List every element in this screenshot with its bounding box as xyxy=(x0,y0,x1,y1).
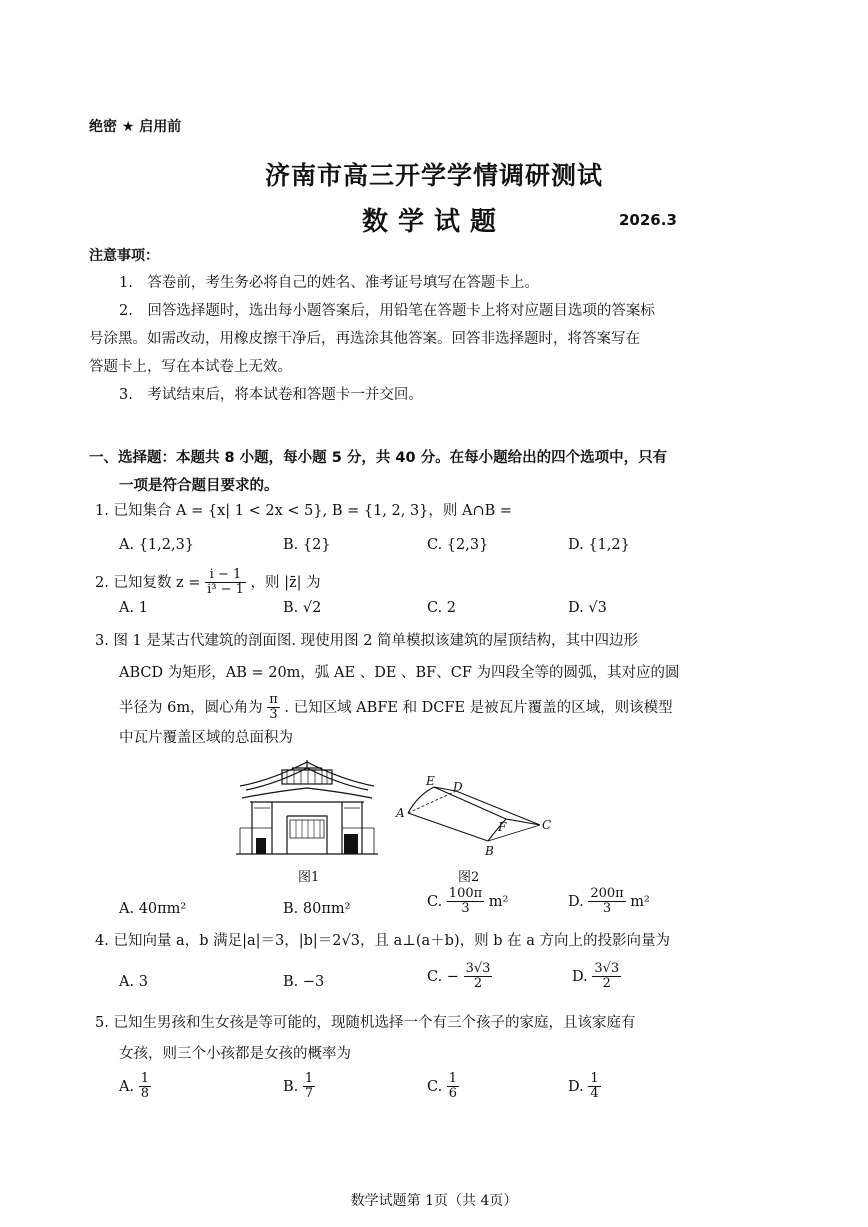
q3-angle-num: π xyxy=(269,692,278,707)
q4-option-c-num: 3√3 xyxy=(465,961,491,976)
label-c: C xyxy=(542,818,552,832)
figure-2-caption: 图2 xyxy=(458,870,480,885)
confidential-label: 绝密 ★ 启用前 xyxy=(89,119,182,135)
notice-item-2: 2. 回答选择题时，选出每小题答案后，用铅笔在答题卡上将对应题目选项的答案标 xyxy=(119,303,655,319)
q3-option-d-num: 200π xyxy=(590,886,624,901)
q3-option-c xyxy=(427,887,508,917)
q3-line-3-post: 已知区域 ABFE 和 DCFE 是被瓦片覆盖的区域，则该模型 xyxy=(293,699,673,716)
q3-option-a: A. 40πm² xyxy=(119,901,187,917)
q4-option-c-label: C. − xyxy=(427,968,459,985)
exam-date: 2026.3 xyxy=(619,211,677,229)
q5-option-a-label: A. xyxy=(119,1078,135,1095)
q2-option-c: C. 2 xyxy=(427,600,457,616)
section-heading: 一、选择题：本题共 8 小题，每小题 5 分，共 40 分。在每小题给出的四个选项中，只有 xyxy=(89,450,668,466)
q3-option-b: B. 80πm² xyxy=(283,901,351,917)
q5-option-d-fraction xyxy=(588,1072,600,1102)
q5-option-d-label: D. xyxy=(568,1078,584,1095)
q4-option-c-den: 2 xyxy=(473,976,483,992)
q4-stem: 4. 已知向量 a，b 满足|a|＝3，|b|＝2√3，且 a⊥(a＋b)，则 b 在 a 方向上的投影向量为 xyxy=(95,933,670,949)
roof-model-figure xyxy=(394,773,564,858)
figure-1-caption: 图1 xyxy=(298,870,320,885)
q4-option-c xyxy=(427,962,492,992)
q1-option-d: D. {1,2} xyxy=(568,537,630,553)
q3-angle-fraction xyxy=(267,693,280,723)
q4-option-c-fraction xyxy=(464,962,493,992)
q4-option-a: A. 3 xyxy=(119,974,148,990)
q1-stem: 1. 已知集合 A = {x| 1 < 2x < 5}, B = {1, 2, 3}，则 A∩B = xyxy=(95,503,513,519)
q1-option-b: B. {2} xyxy=(283,537,331,553)
label-e: E xyxy=(426,774,435,788)
q2-option-a: A. 1 xyxy=(119,600,148,616)
section-heading-cont: 一项是符合题目要求的。 xyxy=(119,478,279,494)
q5-option-b-fraction xyxy=(303,1072,315,1102)
label-a: A xyxy=(396,806,405,820)
q3-line-3-pre: 半径为 6m，圆心角为 xyxy=(119,699,263,716)
q2-stem-pre: 2. 已知复数 z = xyxy=(95,574,201,591)
q5-line-1: 5. 已知生男孩和生女孩是等可能的，现随机选择一个有三个孩子的家庭，且该家庭有 xyxy=(95,1015,636,1031)
q4-option-d-den: 2 xyxy=(602,976,611,992)
q5-option-d xyxy=(568,1072,601,1102)
q5-option-b-num: 1 xyxy=(304,1071,314,1086)
q1-option-c: C. {2,3} xyxy=(427,537,489,553)
q2-stem xyxy=(95,568,321,598)
q2-fraction xyxy=(205,568,246,598)
q5-option-c-num: 1 xyxy=(448,1071,458,1086)
q5-option-c xyxy=(427,1072,459,1102)
q3-line-1: 3. 图 1 是某古代建筑的剖面图. 现使用图 2 简单模拟该建筑的屋顶结构，其中四边形 xyxy=(95,633,639,649)
page-footer: 数学试题第 1页（共 4页） xyxy=(350,1193,518,1209)
q3-option-d-den: 3 xyxy=(602,901,612,917)
q2-frac-num: i − 1 xyxy=(205,568,246,583)
q3-option-d-label: D. xyxy=(568,893,584,910)
q5-option-a-fraction xyxy=(139,1072,151,1102)
q2-option-d: D. √3 xyxy=(568,600,607,616)
notice-item-2-cont2: 答题卡上，写在本试卷上无效。 xyxy=(89,359,292,375)
q2-frac-den: i³ − 1 xyxy=(207,582,244,598)
notice-item-1: 1. 答卷前，考生务必将自己的姓名、准考证号填写在答题卡上。 xyxy=(119,275,539,291)
q5-option-a xyxy=(119,1072,151,1102)
q4-option-d xyxy=(572,962,621,992)
q5-option-d-num: 1 xyxy=(590,1071,599,1086)
exam-title: 济南市高三开学学情调研测试 xyxy=(264,161,603,190)
ancient-building-figure xyxy=(232,758,382,860)
q3-option-c-label: C. xyxy=(427,893,443,910)
q2-stem-post: ，则 |z̄| 为 xyxy=(250,574,321,591)
q3-option-d-unit: m² xyxy=(630,893,650,910)
q5-option-a-num: 1 xyxy=(140,1071,149,1086)
notice-heading: 注意事项： xyxy=(89,248,159,264)
q5-option-d-den: 4 xyxy=(590,1086,599,1102)
q4-option-b: B. −3 xyxy=(283,974,325,990)
q5-option-b xyxy=(283,1072,315,1102)
q3-option-d-fraction xyxy=(588,887,625,917)
q4-option-d-label: D. xyxy=(572,968,588,985)
q3-option-c-unit: m² xyxy=(488,893,509,910)
q1-option-a: A. {1,2,3} xyxy=(119,537,195,553)
q4-option-d-num: 3√3 xyxy=(594,961,620,976)
q3-option-c-fraction xyxy=(447,887,484,917)
q5-option-b-label: B. xyxy=(283,1078,299,1095)
q3-line-4: 中瓦片覆盖区域的总面积为 xyxy=(119,730,293,746)
subject-title: 数学试题 xyxy=(362,207,507,237)
q3-line-3: 半径为 6m，圆心角为 $\frac{\pi}{3}$ . 已知区域 ABFE 和 DCFE 是被瓦片覆盖的区域，则该模型 xyxy=(119,692,673,723)
notice-item-3: 3. 考试结束后，将本试卷和答题卡一并交回。 xyxy=(119,387,423,403)
q5-line-2: 女孩，则三个小孩都是女孩的概率为 xyxy=(119,1046,351,1062)
q5-option-c-label: C. xyxy=(427,1078,443,1095)
label-f: F xyxy=(498,820,507,834)
q3-angle-den: 3 xyxy=(269,707,278,723)
q3-option-c-num: 100π xyxy=(448,886,483,901)
q5-option-a-den: 8 xyxy=(140,1086,149,1102)
q5-option-c-fraction xyxy=(447,1072,459,1102)
notice-item-2-cont: 号涂黑。如需改动，用橡皮擦干净后，再选涂其他答案。回答非选择题时，将答案写在 xyxy=(89,331,640,347)
q4-option-d-fraction xyxy=(592,962,621,992)
q3-option-c-den: 3 xyxy=(461,901,470,917)
q5-option-b-den: 7 xyxy=(304,1086,314,1102)
q3-line-2: ABCD 为矩形，AB = 20m，弧 AE 、DE 、BF、CF 为四段全等的圆弧，其对应的圆 xyxy=(119,665,680,681)
q2-option-b: B. √2 xyxy=(283,600,322,616)
label-d: D xyxy=(453,780,463,794)
q3-option-d xyxy=(568,887,650,917)
q5-option-c-den: 6 xyxy=(448,1086,458,1102)
label-b: B xyxy=(485,844,494,858)
